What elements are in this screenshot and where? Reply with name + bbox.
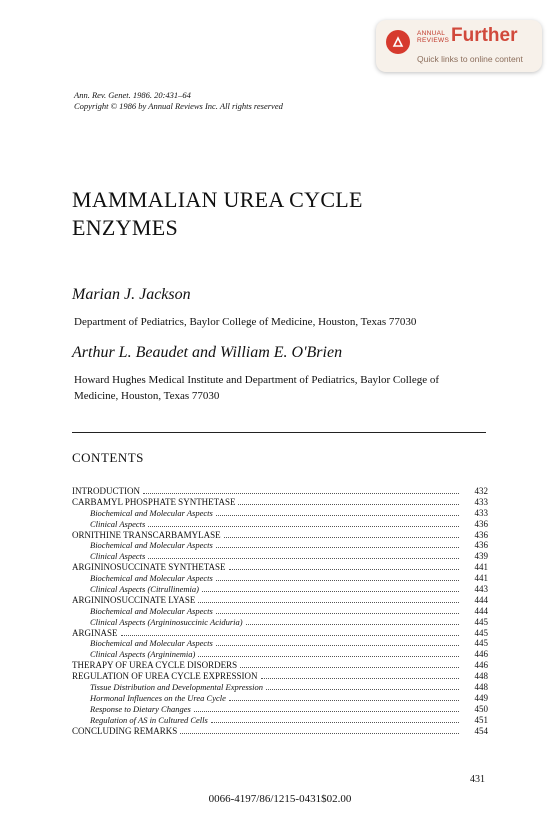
toc-label: Clinical Aspects (Argininosuccinic Aciduria) <box>90 616 243 627</box>
author-2-affiliation: Howard Hughes Medical Institute and Department of Pediatrics, Baylor College of Medicine, Houston, Texas 77030 <box>74 374 440 402</box>
toc-page-number: 436 <box>474 518 488 529</box>
toc-leader-dots <box>238 497 459 505</box>
toc-subentry <box>72 606 488 617</box>
toc-page-number: 443 <box>474 584 488 595</box>
toc-subentry <box>72 617 488 628</box>
toc-label: REGULATION OF UREA CYCLE EXPRESSION <box>72 671 258 682</box>
toc-subentry <box>72 540 488 551</box>
article-title <box>72 186 492 242</box>
author-1-name: Marian J. Jackson <box>72 286 191 303</box>
toc-page-number: 444 <box>474 594 488 605</box>
toc-page-number: 433 <box>474 507 488 518</box>
toc-leader-dots <box>216 573 459 581</box>
toc-label: Biochemical and Molecular Aspects <box>90 540 213 551</box>
toc-leader-dots <box>229 562 459 570</box>
toc-label: Biochemical and Molecular Aspects <box>90 507 213 518</box>
toc-page-number: 450 <box>474 703 488 714</box>
toc-label: CONCLUDING REMARKS <box>72 725 178 736</box>
toc-subentry <box>72 682 488 693</box>
section-divider <box>72 432 486 433</box>
toc-page-number: 441 <box>474 573 488 584</box>
toc-label: ARGININOSUCCINATE SYNTHETASE <box>72 562 226 573</box>
toc-subentry <box>72 715 488 726</box>
toc-leader-dots <box>216 638 459 646</box>
toc-label: Tissue Distribution and Developmental Expression <box>90 682 263 693</box>
further-links-badge[interactable] <box>376 20 542 72</box>
toc-label: Clinical Aspects <box>90 518 146 529</box>
author-1-affiliation: Department of Pediatrics, Baylor College of Medicine, Houston, Texas 77030 <box>74 316 417 328</box>
toc-subentry <box>72 704 488 715</box>
toc-page-number: 446 <box>474 660 488 671</box>
toc-page-number: 439 <box>474 551 488 562</box>
toc-page-number: 445 <box>474 616 488 627</box>
toc-leader-dots <box>148 551 459 559</box>
toc-label: ORNITHINE TRANSCARBAMYLASE <box>72 529 221 540</box>
toc-label: Clinical Aspects (Citrullinemia) <box>90 584 199 595</box>
toc-label: Biochemical and Molecular Aspects <box>90 573 213 584</box>
toc-label: THERAPY OF UREA CYCLE DISORDERS <box>72 660 238 671</box>
toc-subentry <box>72 519 488 530</box>
toc-entry <box>72 726 488 737</box>
toc-page-number: 433 <box>474 496 488 507</box>
toc-label: ARGININOSUCCINATE LYASE <box>72 594 196 605</box>
toc-leader-dots <box>229 693 459 701</box>
toc-entry <box>72 562 488 573</box>
toc-subentry <box>72 508 488 519</box>
toc-label: INTRODUCTION <box>72 486 140 496</box>
toc-page-number: 436 <box>474 529 488 540</box>
toc-page-number: 448 <box>474 671 488 682</box>
toc-subentry <box>72 638 488 649</box>
toc-entry <box>72 497 488 508</box>
toc-subentry <box>72 584 488 595</box>
toc-page-number: 441 <box>474 562 488 573</box>
toc-page-number: 444 <box>474 605 488 616</box>
toc-label: Regulation of AS in Cultured Cells <box>90 714 208 725</box>
toc-subentry <box>72 551 488 562</box>
toc-leader-dots <box>198 595 459 603</box>
copyright-code: 0066-4197/86/1215-0431$02.00 <box>208 793 352 805</box>
toc-subentry <box>72 649 488 660</box>
citation-line-2: Copyright © 1986 by Annual Reviews Inc. All rights reserved <box>74 101 283 111</box>
toc-subentry <box>72 693 488 704</box>
toc-leader-dots <box>261 671 459 679</box>
toc-leader-dots <box>143 486 459 494</box>
toc-leader-dots <box>194 704 459 712</box>
toc-label: Clinical Aspects <box>90 551 146 562</box>
toc-leader-dots <box>202 584 459 592</box>
toc-page-number: 448 <box>474 682 488 693</box>
toc-entry <box>72 660 488 671</box>
toc-leader-dots <box>180 726 459 734</box>
badge-annual: ANNUAL <box>417 30 446 37</box>
toc-label: CARBAMYL PHOSPHATE SYNTHETASE <box>72 496 236 507</box>
toc-entry <box>72 628 488 639</box>
toc-leader-dots <box>216 508 459 516</box>
citation-line-1: Ann. Rev. Genet. 1986. 20:431–64 <box>74 90 191 100</box>
toc-leader-dots <box>148 519 459 527</box>
badge-brand-text <box>417 30 450 44</box>
toc-leader-dots <box>216 606 459 614</box>
toc-page-number: 454 <box>474 725 488 736</box>
toc-entry <box>72 595 488 606</box>
contents-heading: CONTENTS <box>72 450 144 465</box>
toc-leader-dots <box>240 660 459 668</box>
toc-page-number: 449 <box>474 692 488 703</box>
badge-reviews: REVIEWS <box>417 37 450 44</box>
table-of-contents <box>72 486 488 736</box>
toc-page-number: 446 <box>474 649 488 660</box>
toc-label: Response to Dietary Changes <box>90 703 191 714</box>
toc-leader-dots <box>216 540 459 548</box>
toc-leader-dots <box>266 682 459 690</box>
badge-subtitle: Quick links to online content <box>417 54 523 64</box>
title-line-2: ENZYMES <box>72 215 178 240</box>
journal-citation <box>74 90 283 112</box>
toc-page-number: 432 <box>474 486 488 496</box>
toc-label: ARGINASE <box>72 627 118 638</box>
toc-leader-dots <box>121 628 459 636</box>
toc-entry <box>72 671 488 682</box>
toc-page-number: 436 <box>474 540 488 551</box>
toc-subentry <box>72 573 488 584</box>
author-2-name: Arthur L. Beaudet and William E. O'Brien <box>72 344 343 361</box>
toc-label: Clinical Aspects (Argininemia) <box>90 649 196 660</box>
badge-further[interactable]: Further <box>451 25 518 46</box>
toc-entry <box>72 530 488 541</box>
title-line-1: MAMMALIAN UREA CYCLE <box>72 187 363 212</box>
page-number: 431 <box>470 774 485 785</box>
toc-label: Hormonal Influences on the Urea Cycle <box>90 692 226 703</box>
toc-label: Biochemical and Molecular Aspects <box>90 638 213 649</box>
toc-label: Biochemical and Molecular Aspects <box>90 605 213 616</box>
annual-reviews-logo-icon <box>386 30 410 54</box>
toc-entry <box>72 486 488 497</box>
toc-page-number: 445 <box>474 627 488 638</box>
toc-leader-dots <box>246 617 459 625</box>
toc-leader-dots <box>224 530 459 538</box>
toc-page-number: 451 <box>474 714 488 725</box>
toc-page-number: 445 <box>474 638 488 649</box>
toc-leader-dots <box>211 715 459 723</box>
toc-leader-dots <box>198 649 459 657</box>
